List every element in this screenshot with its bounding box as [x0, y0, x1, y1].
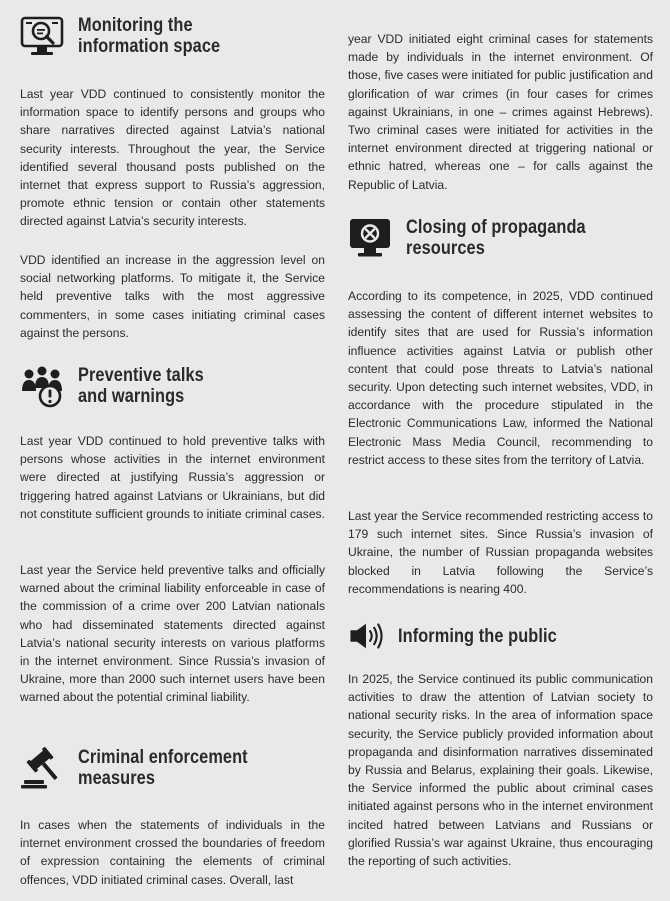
- monitoring-title-line1: Monitoring the: [78, 15, 193, 36]
- monitoring-paragraph-1: Last year VDD continued to consistently monitor the information space to identify persons and groups who share narratives directed against Latvia’s national security interests. Throughout the year, the Service identified several thousand posts published on the internet that express support to Russia’s aggression, promote ethnic tension or contain other statements directed against Latvia’s security interests.: [20, 87, 325, 229]
- informing-title: Informing the public: [398, 625, 557, 647]
- closing-title-line2: resources: [406, 238, 485, 259]
- monitoring-paragraph-2: VDD identified an increase in the aggression level on social networking platforms. To mitigate it, the Service held preventive talks with the most aggressive commenters, in some cases initiating criminal cases against the persons.: [20, 253, 325, 340]
- gavel-icon: [20, 746, 64, 790]
- preventive-paragraph-2: Last year the Service held preventive talks and officially warned about the criminal liability enforceable in case of the commission of a crime over 200 Latvian nationals who had disseminated statements directed against Latvia’s national security interests on various platforms in the internet environment. Since Russia’s invasion of Ukraine, more than 2000 such internet users have been warned about the potential criminal liability.: [20, 563, 325, 705]
- blocked-monitor-icon: [348, 216, 392, 260]
- preventive-paragraph-1: Last year VDD continued to hold preventive talks with persons whose activities in the internet environment were directed at justifying Russia’s aggression or triggering hatred against Latvians or Ukrainians, but did not constitute sufficient grounds to initiate criminal cases.: [20, 434, 325, 521]
- closing-title-line1: Closing of propaganda: [406, 217, 586, 238]
- preventive-title-line1: Preventive talks: [78, 365, 204, 386]
- monitoring-title-line2: information space: [78, 36, 221, 57]
- criminal-title-line2: measures: [78, 768, 155, 789]
- criminal-paragraph-right: year VDD initiated eight criminal cases for statements made by individuals in the internet environment. Of those, five cases were initiated for public justification and glorification of war crimes (in four cases for crimes against Ukrainians, in one – crimes against Hebrews). Two criminal cases were initiated for activities in the internet environment directed at triggering national or ethnic hatred, whereas one – for calls against the Republic of Latvia.: [348, 32, 653, 192]
- closing-heading: [348, 216, 615, 260]
- speaker-icon: [348, 618, 384, 654]
- preventive-title-line2: and warnings: [78, 386, 185, 407]
- closing-paragraph-2: Last year the Service recommended restricting access to 179 such internet sites. Since Russia’s invasion of Ukraine, the number of Russian propaganda websites blocked in Latvia following the Service’s recommendations is nearing 400.: [348, 509, 653, 596]
- criminal-paragraph-left: In cases when the statements of individuals in the internet environment crossed the boundaries of freedom of expression containing the elements of criminal offences, VDD initiated criminal cases. Overall, last: [20, 818, 325, 887]
- informing-paragraph: In 2025, the Service continued its public communication activities to draw the attention of Latvian society to national security risks. In the area of information space security, the Service publicly provided information about propaganda and disinformation narratives disseminated by Russia and Belarus, explaining their goals. Likewise, the Service informed the public about criminal cases initiated against persons who in the internet environment incited hatred between Latvians and Russians or glorified Russia’s war against Ukraine, thus encouraging the reporting of such activities.: [348, 672, 653, 869]
- informing-heading: [348, 618, 583, 654]
- closing-paragraph-1: According to its competence, in 2025, VDD continued assessing the content of different internet websites to identify sites that are used for Russia’s information influence activities against Latvia or publish other content that could pose threats to Latvia’s national security. Upon detecting such internet websites, VDD, in accordance with the procedure stipulated in the Electronic Communications Law, informed the National Electronic Mass Media Council, recommending to restrict access to these sites from the territory of Latvia.: [348, 289, 653, 467]
- criminal-heading: [20, 746, 275, 790]
- monitoring-heading: [20, 14, 243, 58]
- preventive-heading: [20, 364, 224, 408]
- criminal-title-line1: Criminal enforcement: [78, 747, 248, 768]
- people-warning-icon: [20, 364, 64, 408]
- monitor-search-icon: [20, 14, 64, 58]
